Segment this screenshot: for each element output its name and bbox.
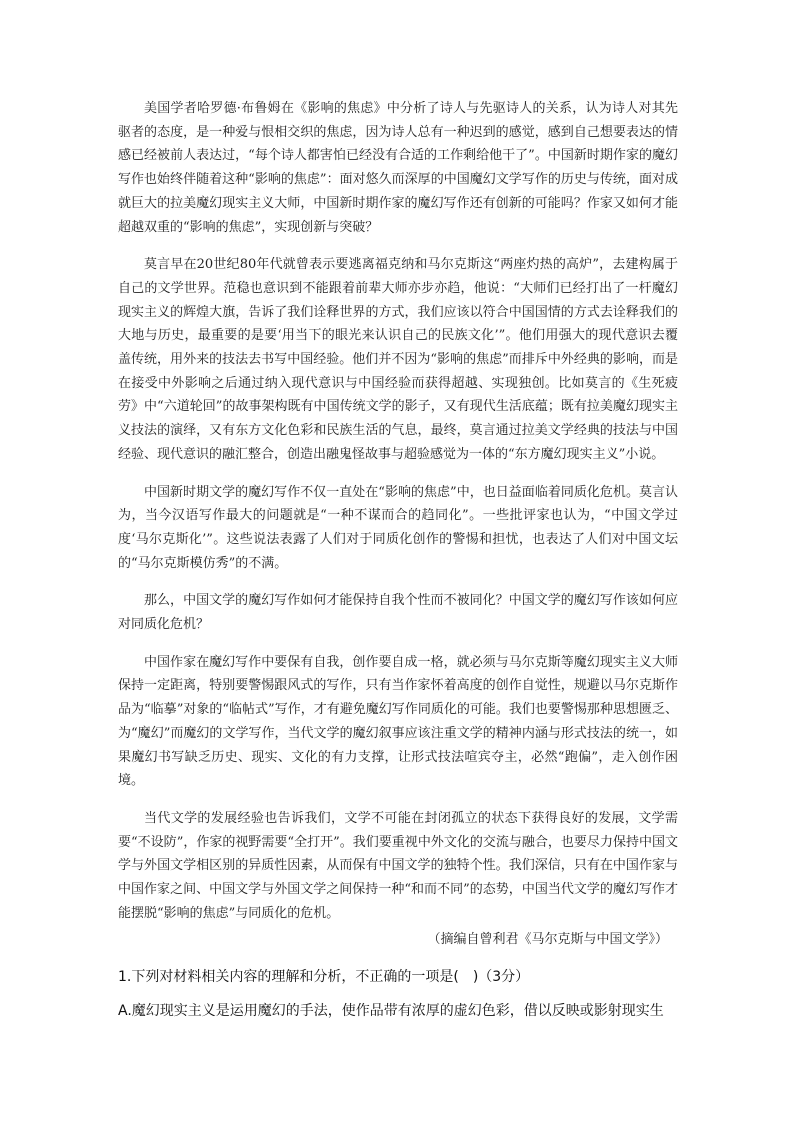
article-source: （摘编自曾利君《马尔克斯与中国文学》）	[427, 932, 668, 947]
question-1	[118, 960, 678, 1028]
article-body	[118, 97, 678, 940]
paragraph-5: 中国作家在魔幻写作中要保有自我，创作要自成一格，就必须与马尔克斯等魔幻现实主义大师保持一定距离，特别要警惕跟风式的写作，只有当作家怀着高度的创作自觉性，规避以马尔克斯作品为“临摹”对象的“临帖式”写作，才有避免魔幻写作同质化的可能。我们也要警惕那种思想匮乏、为“魔幻”而魔幻的文学写作，当代文学的魔幻叙事应该注重文学的精神内涵与形式技法的统一，如果魔幻书写缺乏历史、现实、文化的有力支撑，让形式技法喧宾夺主，必然“跑偏”，走入创作困境。	[118, 654, 678, 789]
paragraph-3: 中国新时期文学的魔幻写作不仅一直处在“影响的焦虑”中，也日益面临着同质化危机。莫言认为，当今汉语写作最大的问题就是“一种不谋而合的趋同化”。一些批评家也认为，“中国文学过度‘马尔克斯化’”。这些说法表露了人们对于同质化创作的警惕和担忧，也表达了人们对中国文坛的“马尔克斯模仿秀”的不满。	[118, 484, 678, 571]
paragraph-6: 当代文学的发展经验也告诉我们，文学不可能在封闭孤立的状态下获得良好的发展，文学需要“不设防”，作家的视野需要“全打开”。我们要重视中外文化的交流与融合，也要尽力保持中国文学与外国文学相区别的异质性因素，从而保有中国文学的独特个性。我们深信，只有在中国作家与中国作家之间、中国文学与外国文学之间保持一种“和而不同”的态势，中国当代文学的魔幻写作才能摆脱“影响的焦虑”与同质化的危机。	[118, 810, 678, 921]
paragraph-4: 那么，中国文学的魔幻写作如何才能保持自我个性而不被同化？中国文学的魔幻写作该如何应对同质化危机？	[118, 593, 678, 633]
paragraph-2: 莫言早在20世纪80年代就曾表示要逃离福克纳和马尔克斯这“两座灼热的高炉”，去建构属于自己的文学世界。范稳也意识到不能跟着前辈大师亦步亦趋，他说：“大师们已经打出了一杆魔幻现实主义的辉煌大旗，告诉了我们诠释世界的方式，我们应该以符合中国国情的方式去诠释我们的大地与历史，最重要的是要‘用当下的眼光来认识自己的民族文化’”。他们用强大的现代意识去覆盖传统，用外来的技法去书写中国经验。他们并不因为“影响的焦虑”而排斥中外经典的影响，而是在接受中外影响之后通过纳入现代意识与中国经验而获得超越、实现独创。比如莫言的《生死疲劳》中“六道轮回”的故事架构既有中国传统文学的影子，又有现代生活底蕴；既有拉美魔幻现实主义技法的演绎，又有东方文化色彩和民族生活的气息，最终，莫言通过拉美文学经典的技法与中国经验、现代意识的融汇整合，创造出融鬼怪故事与超验感觉为一体的“东方魔幻现实主义”小说。	[118, 257, 678, 462]
paragraph-1: 美国学者哈罗德·布鲁姆在《影响的焦虑》中分析了诗人与先驱诗人的关系，认为诗人对其先驱者的态度，是一种爱与恨相交织的焦虑，因为诗人总有一种迟到的感觉，感到自己想要表达的情感已经被前人表达过，“每个诗人都害怕已经没有合适的工作剩给他干了”。中国新时期作家的魔幻写作也始终伴随着这种“影响的焦虑”：面对悠久而深厚的中国魔幻文学写作的历史与传统，面对成就巨大的拉美魔幻现实主义大师，中国新时期作家的魔幻写作还有创新的可能吗？作家又如何才能超越双重的“影响的焦虑”，实现创新与突破？	[118, 101, 678, 235]
question-stem: 1.下列对材料相关内容的理解和分析，不正确的一项是( )（3分）	[118, 969, 530, 985]
option-a: A.魔幻现实主义是运用魔幻的手法，使作品带有浓厚的虚幻色彩，借以反映或影射现实生	[118, 1003, 664, 1019]
